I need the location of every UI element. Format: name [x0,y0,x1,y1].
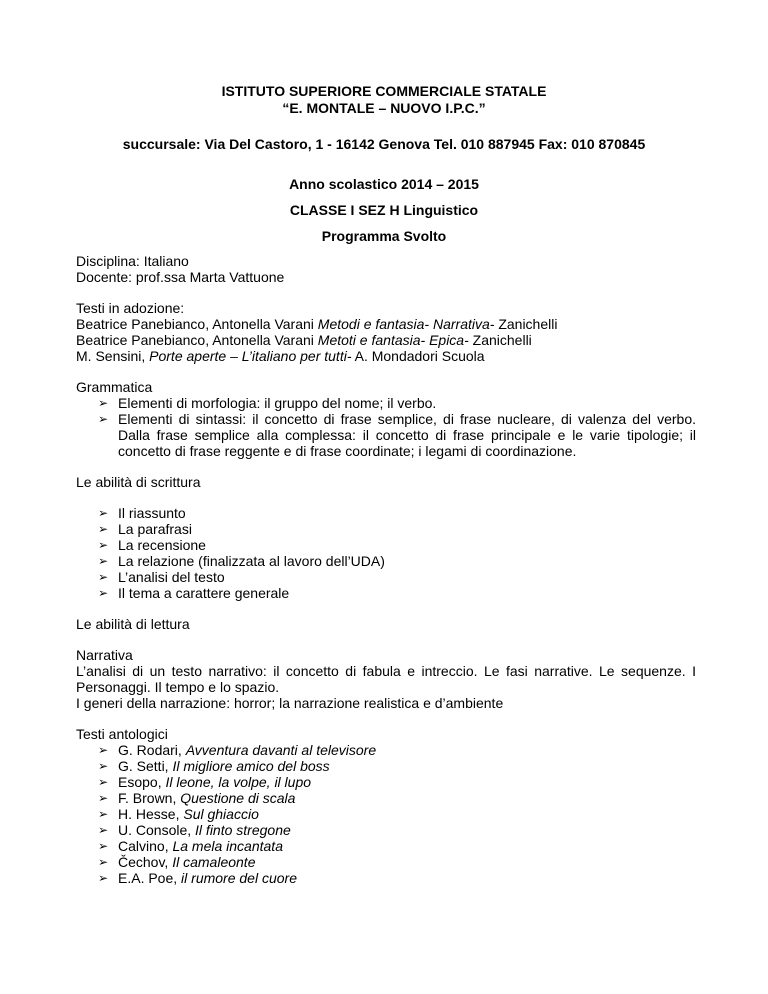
textbook-publisher: Zanichelli [468,332,532,348]
arrow-bullet-icon: ➢ [98,554,109,568]
teacher-line: Docente: prof.ssa Marta Vattuone [76,269,285,285]
writing-heading: Le abilità di scrittura [76,474,201,490]
anthology-author: E.A. Poe, [118,870,182,886]
arrow-bullet-icon: ➢ [98,775,109,789]
school-year: Anno scolastico 2014 – 2015 [289,176,479,192]
writing-item [76,585,696,601]
writing-item [76,505,696,521]
textbook-title: Metodi e fantasia- Narrativa- [317,316,495,332]
anthology-author: U. Console, [118,822,196,838]
anthology-author: F. Brown, [118,790,181,806]
arrow-bullet-icon: ➢ [98,823,109,837]
writing-item-text: Il tema a carattere generale [118,585,290,601]
textbook-authors: Beatrice Panebianco, Antonella Varani [76,316,318,332]
grammar-item-text: Elementi di sintassi: il concetto di frase semplice, di frase nucleare, di valenza del verbo. Dalla frase semplice alla complessa: il concetto di frase principale e le varie tipologie; il concetto di frase reggente e di frase coordinate; i legami di coordinazione. [118,411,696,459]
arrow-bullet-icon: ➢ [98,871,109,885]
anthology-title: Il leone, la volpe, il lupo [165,774,312,790]
branch-address: succursale: Via Del Castoro, 1 - 16142 Genova Tel. 010 887945 Fax: 010 870845 [122,136,646,152]
writing-item-text: Il riassunto [118,505,186,521]
writing-list [76,505,696,601]
grammar-item [76,395,696,411]
school-name [0,83,768,117]
textbook-item [76,316,696,332]
anthology-title: Sul ghiaccio [183,806,259,822]
anthology-item [76,806,696,822]
writing-item-text: La relazione (finalizzata al lavoro dell’UDA) [118,553,385,569]
anthology-item [76,870,696,886]
anthology-title: Il finto stregone [195,822,291,838]
program-title: Programma Svolto [321,228,447,244]
textbooks-list [76,316,696,364]
grammar-list [76,395,696,459]
narrative-paragraph-1: L’analisi di un testo narrativo: il concetto di fabula e intreccio. Le fasi narrative. Le sequenze. I Personaggi. Il tempo e lo spazio. [76,663,696,695]
arrow-bullet-icon: ➢ [98,586,109,600]
writing-item-text: La recensione [118,537,206,553]
textbook-publisher: A. Mondadori Scuola [351,348,485,364]
writing-item [76,537,696,553]
textbook-authors: M. Sensini, [76,348,150,364]
anthology-title: La mela incantata [172,838,283,854]
anthology-title: il rumore del cuore [181,870,297,886]
writing-item-text: L’analisi del testo [118,569,225,585]
writing-item [76,553,696,569]
reading-heading: Le abilità di lettura [76,616,190,632]
anthology-title: Avventura davanti al televisore [185,742,377,758]
anthology-author: Calvino, [118,838,173,854]
arrow-bullet-icon: ➢ [98,412,109,426]
arrow-bullet-icon: ➢ [98,396,109,410]
arrow-bullet-icon: ➢ [98,855,109,869]
textbook-authors: Beatrice Panebianco, Antonella Varani [76,332,318,348]
textbooks-heading: Testi in adozione: [76,300,185,316]
writing-item-text: La parafrasi [118,521,192,537]
textbook-item [76,348,696,364]
anthology-item [76,758,696,774]
anthology-item [76,838,696,854]
arrow-bullet-icon: ➢ [98,743,109,757]
anthology-author: Esopo, [118,774,166,790]
anthology-author: G. Rodari, [118,742,186,758]
document-body [76,253,696,886]
anthology-item [76,774,696,790]
anthology-author: G. Setti, [118,758,173,774]
school-name-line-2: “E. MONTALE – NUOVO I.P.C.” [282,100,486,116]
narrative-heading: Narrativa [76,647,133,663]
arrow-bullet-icon: ➢ [98,839,109,853]
anthology-title: Il camaleonte [172,854,256,870]
anthology-item [76,822,696,838]
arrow-bullet-icon: ➢ [98,807,109,821]
arrow-bullet-icon: ➢ [98,570,109,584]
grammar-item-text: Elementi di morfologia: il gruppo del nome; il verbo. [118,395,437,411]
anthology-author: Čechov, [118,854,173,870]
writing-item [76,569,696,585]
anthology-heading: Testi antologici [76,726,168,742]
grammar-heading: Grammatica [76,379,153,395]
anthology-author: H. Hesse, [118,806,184,822]
grammar-item [76,411,696,459]
arrow-bullet-icon: ➢ [98,522,109,536]
class-section: CLASSE I SEZ H Linguistico [289,202,479,218]
school-name-line-1: ISTITUTO SUPERIORE COMMERCIALE STATALE [221,83,547,99]
arrow-bullet-icon: ➢ [98,759,109,773]
subject-line: Disciplina: Italiano [76,253,189,269]
textbook-title: Metoti e fantasia- Epica- [317,332,469,348]
writing-item [76,521,696,537]
arrow-bullet-icon: ➢ [98,538,109,552]
anthology-list [76,742,696,886]
textbook-item [76,332,696,348]
anthology-title: Questione di scala [180,790,296,806]
arrow-bullet-icon: ➢ [98,791,109,805]
anthology-title: Il migliore amico del boss [172,758,330,774]
arrow-bullet-icon: ➢ [98,506,109,520]
textbook-title: Porte aperte – L’italiano per tutti- [149,348,352,364]
anthology-item [76,790,696,806]
anthology-item [76,854,696,870]
narrative-paragraph-2: I generi della narrazione: horror; la narrazione realistica e d’ambiente [76,695,504,711]
textbook-publisher: Zanichelli [494,316,558,332]
anthology-item [76,742,696,758]
